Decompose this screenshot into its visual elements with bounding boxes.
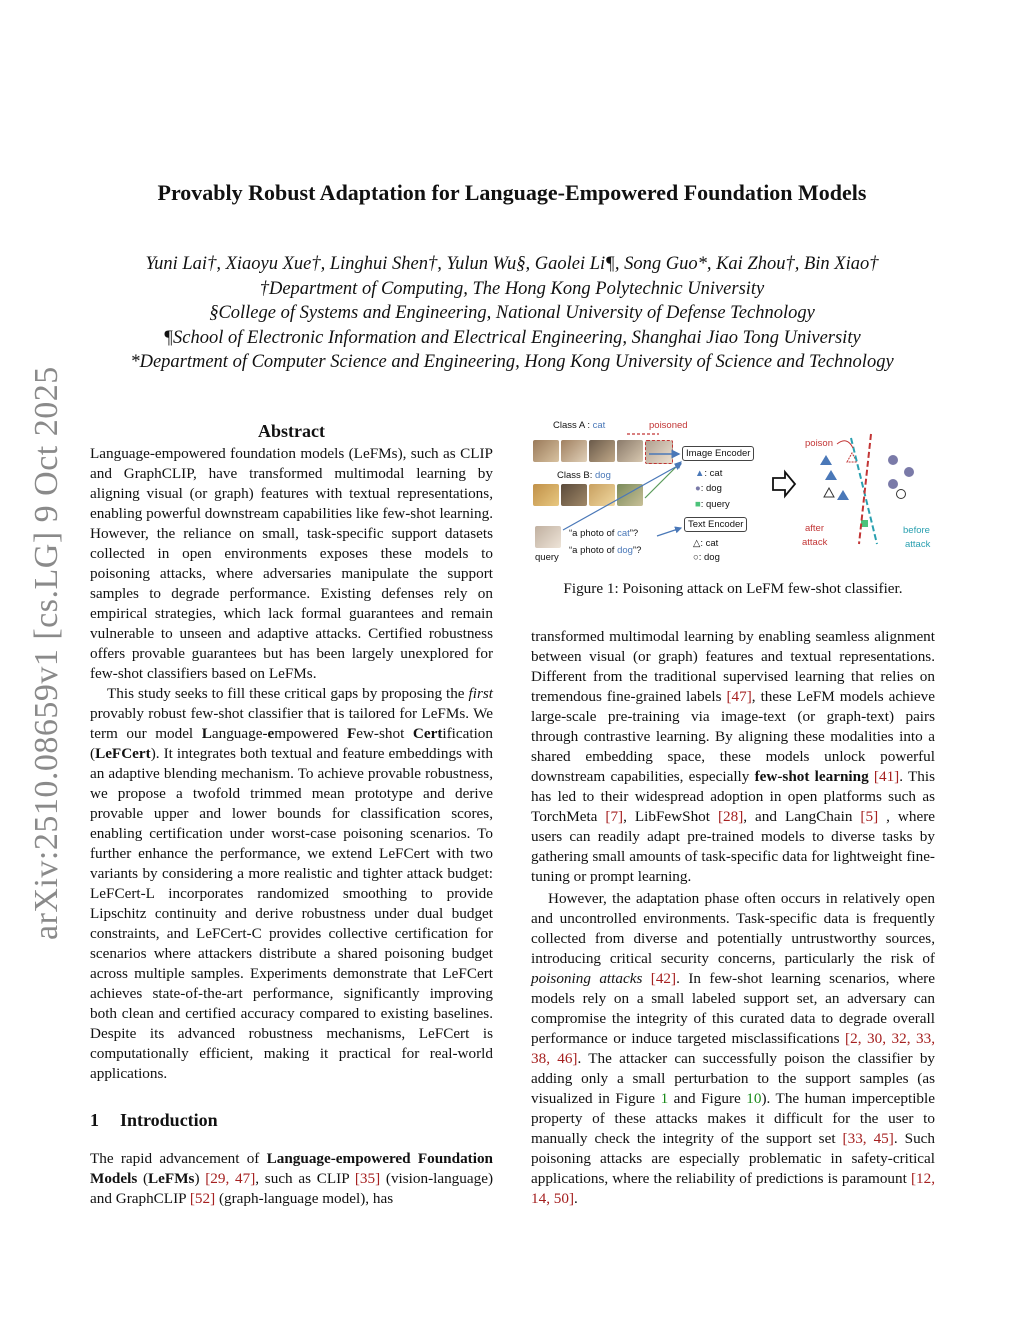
abstract-paragraph-1: Language-empowered foundation models (LeFMs), such as CLIP and GraphCLIP, have transformed multimodal learning by aligning visual (or graph) features with textual representations, enabling powerful downstream capabilities like few-shot learning. However, the reliance on small, task-specific support datasets collected in open environments exposes these models to poisoning attacks, where adversaries manipulate the support samples to degrade performance. Existing defenses rely on empirical strategies, which lack formal guarantees and remain vulnerable to unseen and adaptive attacks. Certified robustness offers provable guarantees but has been largely unexplored for few-shot classifiers based on LeFMs. (90, 445, 493, 682)
citation-link[interactable]: [2, 30, 32, 33, 38, 46] (531, 1030, 935, 1067)
arrow-query-to-encoder (563, 464, 681, 530)
poison-arrow (837, 441, 853, 448)
query-point (861, 520, 868, 527)
legend-text-dog: ○: dog (693, 552, 720, 563)
affiliation-1: †Department of Computing, The Hong Kong Polytechnic University (259, 278, 765, 299)
affiliation-3: ¶School of Electronic Information and Electrical Engineering, Shanghai Jiao Tong University (163, 327, 861, 348)
citation-link[interactable]: [29, 47] (205, 1170, 256, 1187)
arxiv-watermark: arXiv:2510.08659v1 [cs.LG] 9 Oct 2025 (28, 366, 65, 940)
big-arrow (773, 472, 795, 496)
citation-link[interactable]: [28] (717, 808, 744, 825)
class-a-label: Class A : cat (553, 420, 606, 431)
boundary-before-attack (859, 434, 871, 544)
image-encoder-box: Image Encoder (682, 446, 754, 461)
query-label: query (535, 552, 559, 563)
abstract-paragraph-2: This study seeks to fill these critical gaps by proposing the first provably robust few-shot classifier that is tailored for LeFMs. We term our model Language-empowered Few-shot Certification (LeFCert). It integrates both textual and feature embeddings with an adaptive blending mechanism. To achieve provable robustness, we propose a twofold trimmed mean prototype and derive provable upper and lower bounds for classification scores, enabling certification under worst-case poisoning scenarios. To further enhance the performance, we extend LeFCert with two variants by considering a more realistic and tighter attack budget: LeFCert-L incorporates randomized smoothing to provide Lipschitz continuity and derive robustness under dual budget constraints, and LeFCert-C provides collective certification for scenarios where attackers distribute a shared poisoning budget across multiple samples. Experiments demonstrate that LeFCert achieves state-of-the-art performance, significantly improving both clean and certified accuracy compared to existing baselines. Despite its advanced robustness mechanisms, LeFCert is computationally efficient, making it practical for real-world applications. (90, 685, 493, 1082)
right-paragraph-1: transformed multimodal learning by enabling seamless alignment between visual (or graph) features and textual representations. Different from the traditional supervised learning that relies on tremendous fine-grained labels [47], these LeFM models achieve large-scale pre-training via image-text (or graph-text) pairs through contrastive learning. By aligning these modalities into a shared embedding space, these models unlock powerful downstream capabilities, especially few-shot learning [41]. This has led to their widespread adoption in open platforms such as TorchMeta [7], LibFewShot [28], and LangChain [5] , where users can readily adapt pre-trained models to diverse tasks by gathering small amounts of task-specific data for lightweight fine-tuning or prompt learning. (531, 628, 935, 885)
citation-link[interactable]: [12, 14, 50] (531, 1170, 935, 1207)
arrow-prompt-to-text-encoder (657, 528, 681, 536)
poisoned-label: poisoned (649, 420, 688, 431)
poison-label: poison (805, 438, 833, 449)
after-attack-label: attack (802, 537, 828, 548)
figure-arrows (531, 418, 951, 568)
figure-link[interactable]: 10 (746, 1090, 762, 1107)
prompt-dog: “a photo of dog”? (569, 545, 642, 556)
legend-cat: ▲: cat (695, 468, 723, 479)
citation-link[interactable]: [41] (868, 768, 900, 785)
prompt-cat: “a photo of cat”? (569, 528, 639, 539)
abstract-body (90, 444, 493, 1084)
dog-point-2 (904, 467, 914, 477)
dog-point-1 (888, 455, 898, 465)
paper-title: Provably Robust Adaptation for Language-Empowered Foundation Models (157, 180, 867, 205)
author-list: Yuni Lai†, Xiaoyu Xue†, Linghui Shen†, Yulun Wu§, Gaolei Li¶, Song Guo*, Kai Zhou†, Bin Xiao† (145, 254, 879, 274)
right-paragraph-2: However, the adaptation phase often occurs in relatively open and uncontrolled environments. Task-specific data is frequently collected from diverse and potentially untrustworthy sources, introducing critical security concerns, particularly the risk of poisoning attacks [42]. In few-shot learning scenarios, where models rely on a small labeled support set, an adversary can compromise the integrity of this curated data to degrade overall performance or induce targeted misclassifications [2, 30, 32, 33, 38, 46]. The attacker can successfully poison the classifier by adding only a small perturbation to the support samples (as visualized in Figure 1 and Figure 10). The human imperceptible property of these attacks makes it difficult for the user to manually check the integrity of the support set [33, 45]. Such poisoning attacks are especially problematic in safety-critical applications, where the reliability of predictions is paramount [12, 14, 50]. (531, 890, 936, 1207)
cat-point-1 (820, 455, 832, 465)
text-dog-point (897, 490, 906, 499)
legend-text-cat: △: cat (693, 538, 719, 549)
before-attack-label: attack (905, 539, 931, 550)
cat-point-2 (825, 470, 837, 480)
text-encoder-box: Text Encoder (684, 517, 747, 532)
citation-link[interactable]: [42] (642, 970, 677, 987)
class-b-label: Class B: dog (557, 470, 611, 481)
figure-link[interactable]: 1 (660, 1090, 669, 1107)
affiliation-4: *Department of Computer Science and Engineering, Hong Kong University of Science and Technology (130, 352, 894, 372)
affiliation-2: §College of Systems and Engineering, National University of Defense Technology (209, 303, 815, 323)
cat-point-3 (837, 490, 849, 500)
citation-link[interactable]: [7] (605, 808, 624, 825)
author-block (0, 252, 1024, 375)
before-label: before (903, 525, 930, 536)
legend-query: ■: query (695, 499, 730, 510)
dog-point-3 (888, 479, 898, 489)
after-label: after (805, 523, 825, 534)
intro-paragraph: The rapid advancement of Language-empowered Foundation Models (LeFMs) [29, 47], such as CLIP [35] (vision-language) and GraphCLIP [52] (graph-language model), has (90, 1150, 494, 1207)
citation-link[interactable]: [5] (860, 808, 879, 825)
text-cat-point (824, 488, 834, 497)
intro-heading: 1 Introduction (90, 1110, 218, 1130)
citation-link[interactable]: [33, 45] (842, 1130, 894, 1147)
citation-link[interactable]: [35] (354, 1170, 381, 1187)
abstract-heading: Abstract (258, 421, 325, 441)
legend-dog: ●: dog (695, 483, 722, 494)
figure-caption: Figure 1: Poisoning attack on LeFM few-shot classifier. (563, 580, 903, 597)
citation-link[interactable]: [52] (189, 1190, 216, 1207)
citation-link[interactable]: [47] (726, 688, 752, 705)
figure-1 (531, 418, 951, 568)
right-column-body (531, 627, 935, 1209)
